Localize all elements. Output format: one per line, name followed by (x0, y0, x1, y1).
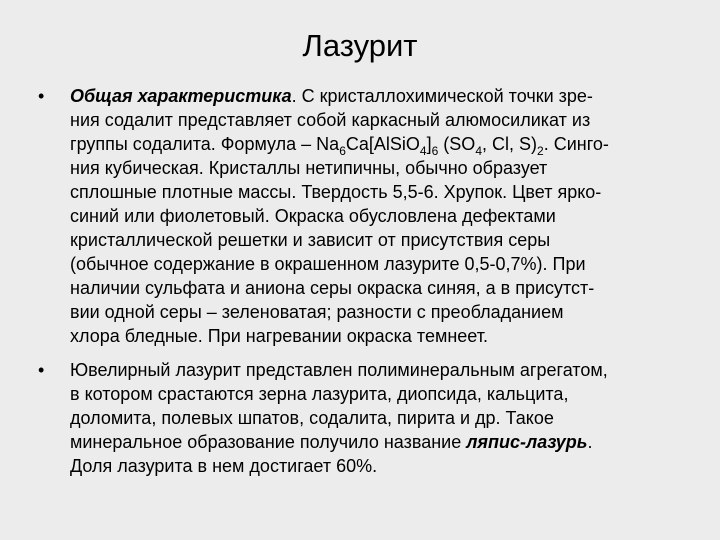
text-line: в котором срастаются зерна лазурита, диопсида, кальцита, (70, 384, 569, 404)
text-line: (обычное содержание в окрашенном лазурите 0,5-0,7%). При (70, 254, 586, 274)
bullet-marker: • (38, 360, 45, 380)
text-line: Общая характеристика. С кристаллохимической точки зре- (70, 86, 593, 106)
term-lapis-lazuli: ляпис-лазурь (466, 432, 588, 452)
text-line: доломита, полевых шпатов, содалита, пирита и др. Такое (70, 408, 554, 428)
text-line: Ювелирный лазурит представлен полиминеральным агрегатом, (70, 360, 608, 380)
slide-title: Лазурит (302, 28, 418, 63)
section-heading: Общая характеристика (70, 86, 292, 106)
text-line: минеральное образование получило название ляпис-лазурь. (70, 432, 593, 452)
text-line: вии одной серы – зеленоватая; разности с преобладанием (70, 302, 564, 322)
text-line: кристаллической решетки и зависит от присутствия серы (70, 230, 551, 250)
bullet-marker: • (38, 86, 45, 106)
text-line: ния содалит представляет собой каркасный алюмосиликат из (70, 110, 591, 130)
text-line: наличии сульфата и аниона серы окраска синяя, а в присутст- (70, 278, 595, 298)
text-line: синий или фиолетовый. Окраска обусловлена дефектами (70, 206, 556, 226)
text-line: хлора бледные. При нагревании окраска темнеет. (70, 326, 488, 346)
text-line: Доля лазурита в нем достигает 60%. (70, 456, 378, 476)
formula-line: группы содалита. Формула – $Na_6Ca[AlSiO_4]_6$ ($SO_4$, Cl, $S)_2$. Синго- (70, 134, 609, 158)
text-line: ния кубическая. Кристаллы нетипичны, обычно образует (70, 158, 548, 178)
text-line: сплошные плотные массы. Твердость 5,5-6. Хрупок. Цвет ярко- (70, 182, 602, 202)
